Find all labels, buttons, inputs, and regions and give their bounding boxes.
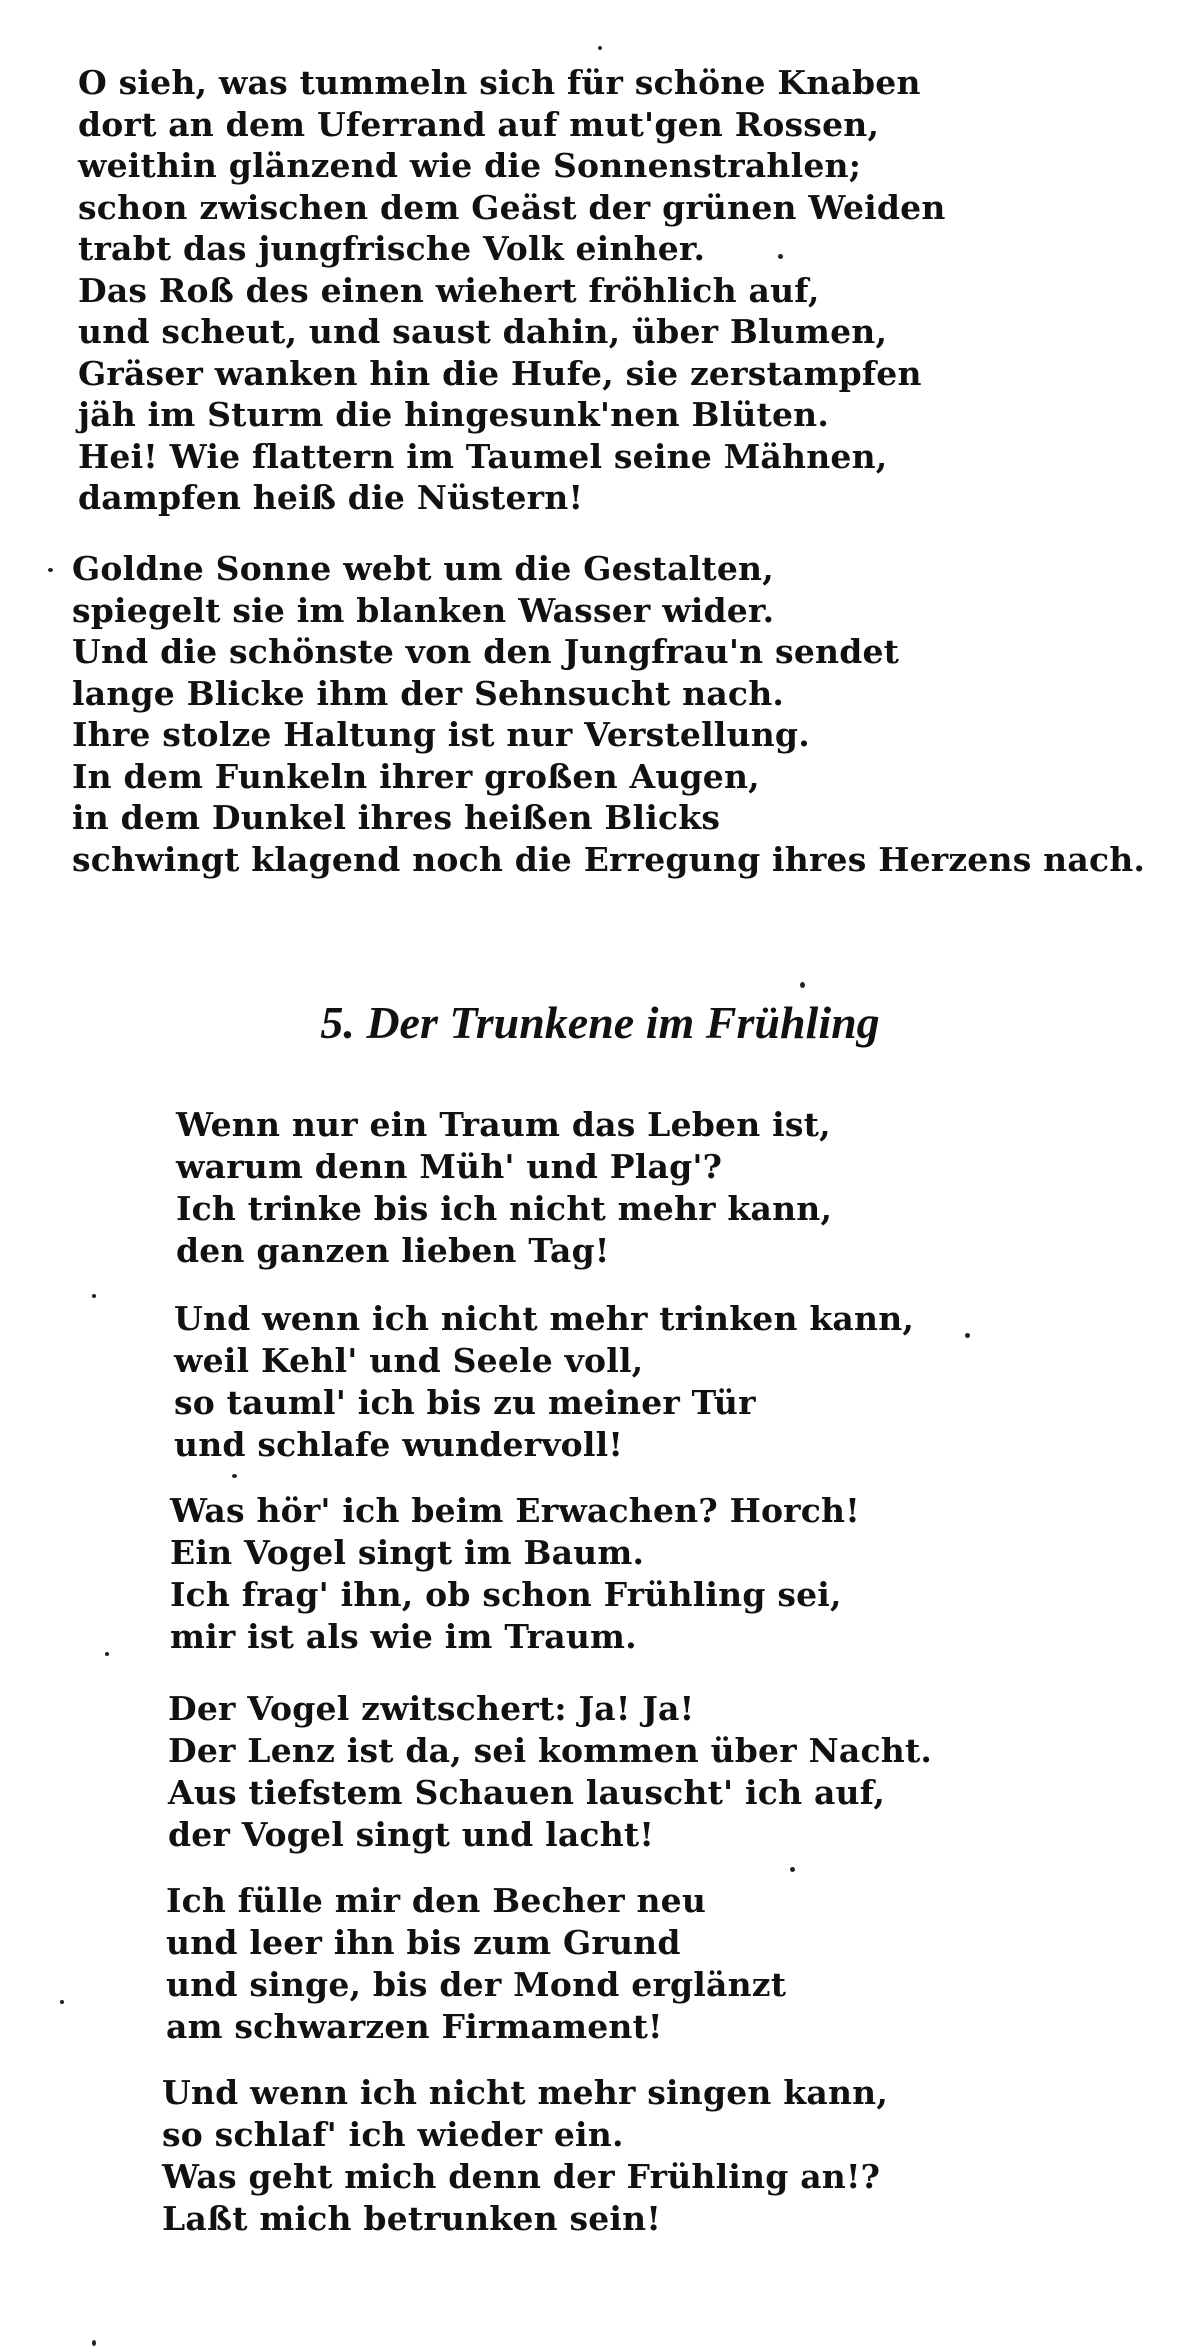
verse-line: jäh im Sturm die hingesunk'nen Blüten. (78, 395, 830, 434)
verse-line: und leer ihn bis zum Grund (166, 1923, 681, 1962)
verse-line: Ein Vogel singt im Baum. (170, 1533, 645, 1572)
verse-line: Der Vogel zwitschert: Ja! Ja! (168, 1689, 695, 1728)
verse-line: Aus tiefstem Schauen lauscht' ich auf, (168, 1773, 886, 1812)
verse-line: lange Blicke ihm der Sehnsucht nach. (72, 673, 785, 713)
verse-line: trabt das jungfrische Volk einher. (78, 229, 706, 268)
verse-line: Und die schönste von den Jungfrau'n sendet (72, 632, 900, 671)
verse-line: und scheut, und saust dahin, über Blumen, (78, 312, 888, 351)
verse-line: Ihre stolze Haltung ist nur Verstellung. (72, 715, 810, 754)
scan-speck (790, 1867, 795, 1872)
poem-title: 5. Der Trunkene im Frühling (320, 997, 880, 1048)
verse-line: Wenn nur ein Traum das Leben ist, (176, 1105, 831, 1144)
verse-line: Das Roß des einen wiehert fröhlich auf, (78, 270, 820, 310)
verse-line: so tauml' ich bis zu meiner Tür (174, 1383, 756, 1422)
prev-poem-stanza-1 (78, 62, 946, 519)
verse-line: der Vogel singt und lacht! (168, 1815, 655, 1854)
poem-stanza-4 (168, 1688, 932, 1856)
verse-line: so schlaf' ich wieder ein. (162, 2115, 624, 2154)
verse-line: Gräser wanken hin die Hufe, sie zerstampfen (78, 353, 922, 393)
verse-line: Laßt mich betrunken sein! (162, 2199, 662, 2238)
scan-speck (60, 2000, 64, 2004)
verse-line: In dem Funkeln ihrer großen Augen, (72, 756, 760, 796)
scan-speck (232, 1474, 237, 1478)
verse-line: Was geht mich denn der Frühling an!? (162, 2157, 881, 2196)
scan-speck (800, 982, 805, 988)
verse-line: warum denn Müh' und Plag'? (176, 1147, 723, 1186)
scan-speck (92, 2340, 96, 2346)
verse-line: und schlafe wundervoll! (174, 1425, 624, 1464)
verse-line: Und wenn ich nicht mehr singen kann, (162, 2073, 889, 2112)
scan-speck (48, 568, 53, 572)
verse-line: dampfen heiß die Nüstern! (78, 478, 584, 517)
poem-stanza-6 (162, 2072, 888, 2240)
poem-stanza-5 (166, 1880, 786, 2048)
verse-line: weithin glänzend wie die Sonnenstrahlen; (78, 146, 862, 185)
verse-line: Der Lenz ist da, sei kommen über Nacht. (168, 1731, 933, 1770)
verse-line: Ich frag' ihn, ob schon Frühling sei, (170, 1575, 842, 1614)
verse-line: weil Kehl' und Seele voll, (174, 1341, 644, 1380)
verse-line: Ich fülle mir den Becher neu (166, 1881, 707, 1920)
verse-line: spiegelt sie im blanken Wasser wider. (72, 590, 775, 630)
verse-line: O sieh, was tummeln sich für schöne Knaben (78, 63, 921, 102)
scan-speck (965, 1333, 970, 1338)
scan-speck (598, 46, 602, 50)
verse-line: dort an dem Uferrand auf mut'gen Rossen, (78, 104, 880, 144)
poem-stanza-2 (174, 1298, 914, 1466)
scan-speck (778, 254, 783, 259)
verse-line: mir ist als wie im Traum. (170, 1617, 637, 1656)
verse-line: Hei! Wie flattern im Taumel seine Mähnen, (78, 436, 888, 476)
verse-line: und singe, bis der Mond erglänzt (166, 1965, 787, 2004)
prev-poem-stanza-2 (72, 548, 1145, 880)
verse-line: Ich trinke bis ich nicht mehr kann, (176, 1189, 833, 1228)
poem-stanza-1 (176, 1104, 832, 1272)
verse-line: den ganzen lieben Tag! (176, 1231, 610, 1270)
verse-line: am schwarzen Firmament! (166, 2007, 663, 2046)
verse-line: Goldne Sonne webt um die Gestalten, (72, 549, 774, 588)
verse-line: Was hör' ich beim Erwachen? Horch! (170, 1491, 860, 1530)
scan-speck (92, 1294, 96, 1298)
verse-line: schon zwischen dem Geäst der grünen Weiden (78, 187, 946, 227)
verse-line: schwingt klagend noch die Erregung ihres Herzens nach. (72, 839, 1146, 879)
verse-line: Und wenn ich nicht mehr trinken kann, (174, 1299, 915, 1338)
scan-speck (105, 1652, 109, 1656)
verse-line: in dem Dunkel ihres heißen Blicks (72, 798, 721, 837)
poem-stanza-3 (170, 1490, 860, 1658)
